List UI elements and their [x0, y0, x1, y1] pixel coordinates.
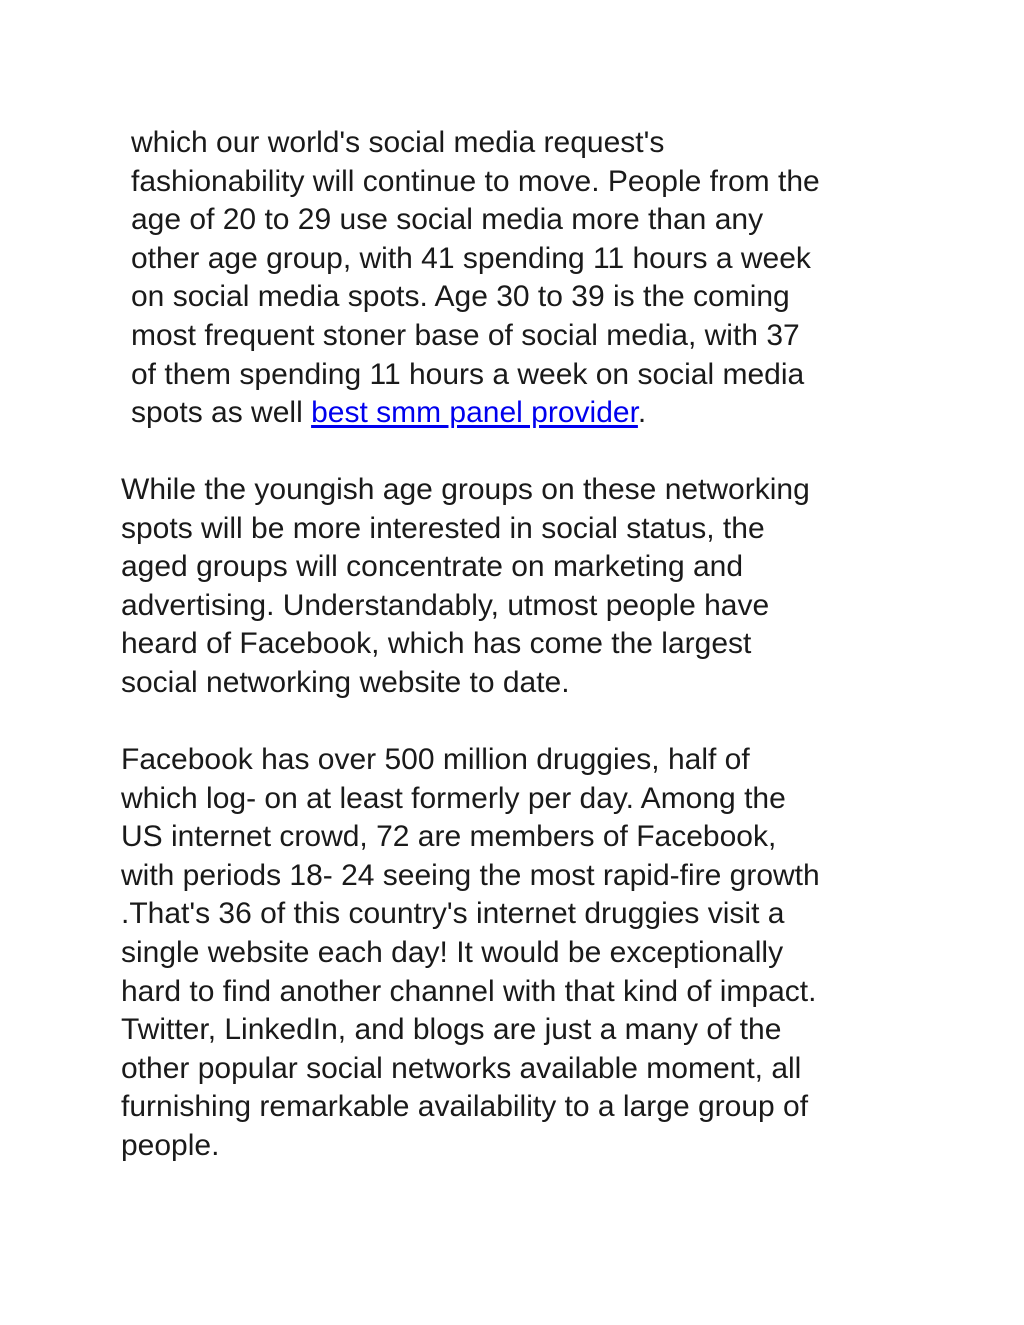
paragraph-age-groups: [121, 471, 810, 703]
text-line: other age group, with 41 spending 11 hours a week: [131, 241, 811, 275]
text-line: which our world's social media request's: [131, 126, 665, 159]
text-line: other popular social networks available moment, all: [121, 1051, 802, 1085]
text-line: with periods 18- 24 seeing the most rapid-fire growth: [121, 858, 820, 892]
text-line: aged groups will concentrate on marketing and: [121, 550, 744, 584]
text-segment: .: [637, 396, 647, 430]
text-line: on social media spots. Age 30 to 39 is the coming: [131, 280, 790, 314]
text-line: furnishing remarkable availability to a large group of: [121, 1090, 809, 1124]
text-line: single website each day! It would be exceptionally: [121, 935, 784, 969]
paragraph-social-media-usage: [131, 124, 820, 433]
text-line-with-link: [131, 394, 820, 433]
text-line: most frequent stoner base of social media, with 37: [131, 318, 800, 352]
text-line: people.: [121, 1128, 220, 1162]
text-line: fashionability will continue to move. People from the: [131, 164, 820, 198]
text-line: heard of Facebook, which has come the largest: [121, 627, 752, 661]
text-line: of them spending 11 hours a week on social media: [131, 357, 805, 391]
paragraph-facebook-stats: [121, 741, 820, 1166]
text-line: hard to find another channel with that kind of impact.: [121, 974, 817, 1008]
text-line: social networking website to date.: [121, 665, 570, 699]
text-line: .That's 36 of this country's internet druggies visit a: [121, 897, 785, 931]
text-line: US internet crowd, 72 are members of Facebook,: [121, 820, 777, 854]
smm-panel-link[interactable]: best smm panel provider: [311, 396, 638, 430]
text-line: spots will be more interested in social status, the: [121, 511, 765, 545]
text-line: which log- on at least formerly per day. Among the: [121, 781, 786, 815]
text-line: advertising. Understandably, utmost people have: [121, 588, 770, 622]
text-segment: spots as well: [131, 396, 312, 430]
text-line: age of 20 to 29 use social media more than any: [131, 203, 764, 237]
text-line: Twitter, LinkedIn, and blogs are just a many of the: [121, 1013, 782, 1047]
text-line: Facebook has over 500 million druggies, half of: [121, 743, 750, 776]
text-line: While the youngish age groups on these networking: [121, 473, 810, 506]
